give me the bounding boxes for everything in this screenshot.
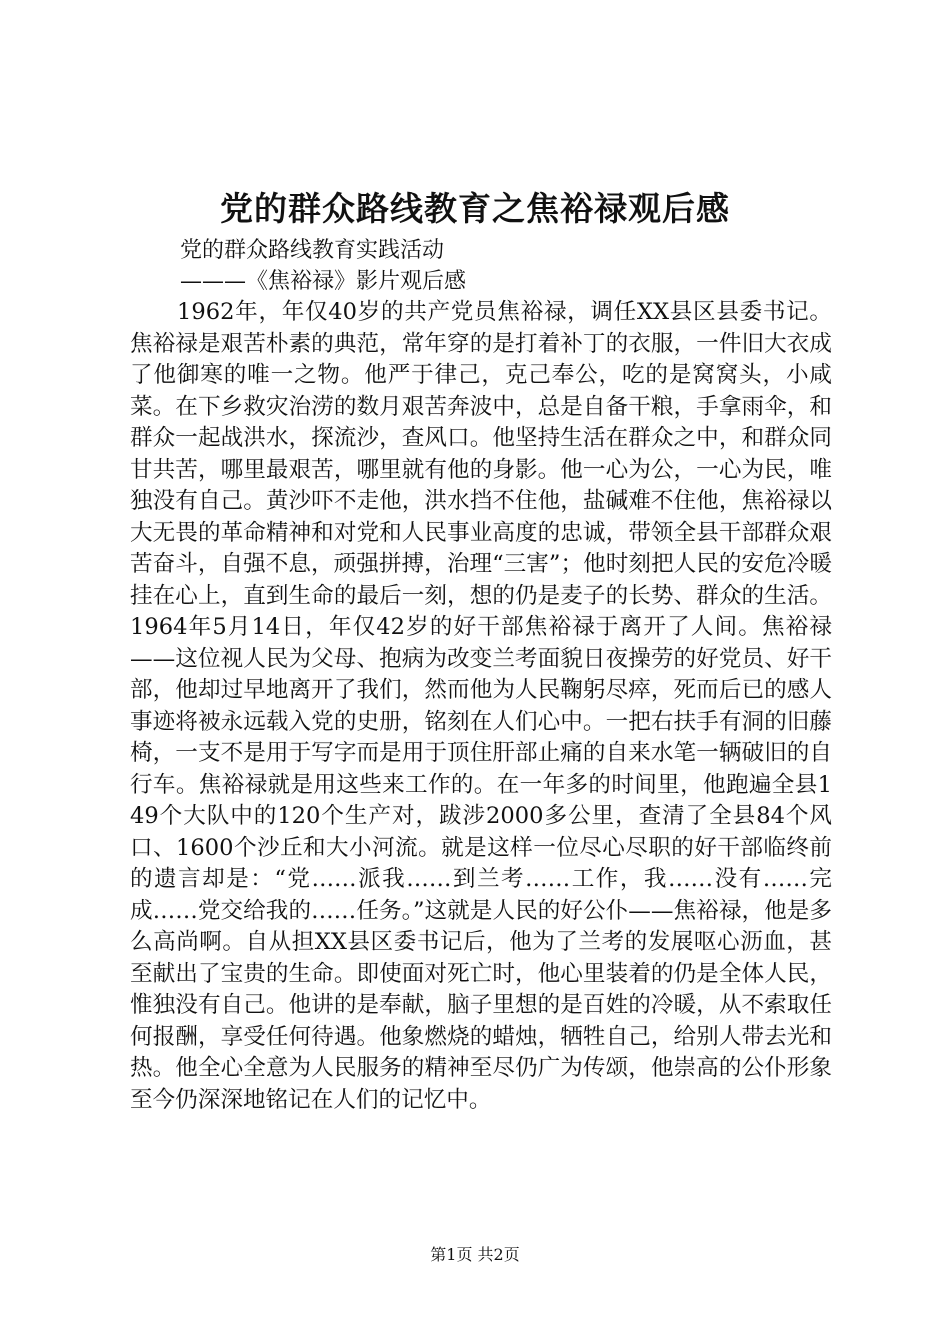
document-title: 党的群众路线教育之焦裕禄观后感 — [220, 189, 730, 228]
document-subtitle-line1: 党的群众路线教育实践活动 — [180, 238, 445, 263]
document-body-paragraph: 1962年，年仅40岁的共产党员焦裕禄，调任XX县区县委书记。焦裕禄是艰苦朴素的典范，常年穿的是打着补丁的衣服，一件旧大衣成了他御寒的唯一之物。他严于律己，克己奉公，吃的是窝窝头，小咸菜。在下乡救灾治涝的数月艰苦奔波中，总是自备干粮，手拿雨伞，和群众一起战洪水，探流沙，查风口。他坚持生活在群众之中，和群众同甘共苦，哪里最艰苦，哪里就有他的身影。他一心为公，一心为民，唯独没有自己。黄沙吓不走他，洪水挡不住他，盐碱难不住他，焦裕禄以大无畏的革命精神和对党和人民事业高度的忠诚，带领全县干部群众艰苦奋斗，自强不息，顽强拼搏，治理“三害”；他时刻把人民的安危冷暖挂在心上，直到生命的最后一刻，想的仍是麦子的长势、群众的生活。1964年5月14日，年仅42岁的好干部焦裕禄于离开了人间。焦裕禄——这位视人民为父母、抱病为改变兰考面貌日夜操劳的好党员、好干部，他却过早地离开了我们，然而他为人民鞠躬尽瘁，死而后已的感人事迹将被永远载入党的史册，铭刻在人们心中。一把右扶手有洞的旧藤椅，一支不是用于写字而是用于顶住肝部止痛的自来水笔一辆破旧的自行车。焦裕禄就是用这些来工作的。在一年多的时间里，他跑遍全县149个大队中的120个生产对，跋涉2000多公里，查清了全县84个风口、1600个沙丘和大小河流。就是这样一位尽心尽职的好干部临终前的遗言却是：“党……派我……到兰考……工作，我……没有……完成……党交给我的……任务。”这就是人民的好公仆——焦裕禄，他是多么高尚啊。自从担XX县区委书记后，他为了兰考的发展呕心沥血，甚至献出了宝贵的生命。即使面对死亡时，他心里装着的仍是全体人民，惟独没有自己。他讲的是奉献，脑子里想的是百姓的冷暖，从不索取任何报酬，享受任何待遇。他象燃烧的蜡烛，牺牲自己，给别人带去光和热。他全心全意为人民服务的精神至尽仍广为传颂，他崇高的公仆形象至今仍深深地铭记在人们的记忆中。 — [130, 299, 832, 1113]
document-subtitle-line2: ———《焦裕禄》影片观后感 — [180, 269, 467, 294]
page-footer: 第1页 共2页 — [430, 1245, 520, 1264]
